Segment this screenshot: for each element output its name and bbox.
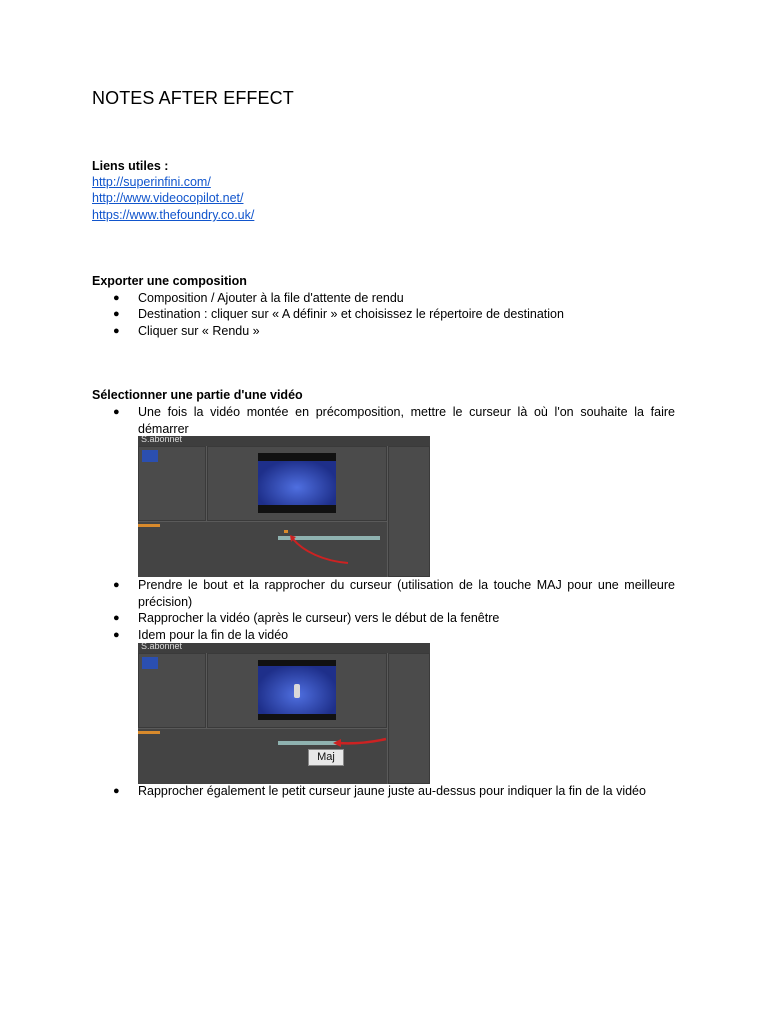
- bullet-icon: ●: [113, 292, 120, 304]
- bullet-icon: ●: [113, 629, 120, 641]
- list-item: [92, 577, 676, 611]
- app-title-text: S.abonnet: [141, 643, 183, 651]
- bullet-icon: ●: [113, 406, 120, 418]
- list-item-text: Rapprocher la vidéo (après le curseur) vers le début de la fenêtre: [138, 611, 500, 625]
- bullet-icon: ●: [113, 308, 120, 320]
- after-effects-screenshot-2: [138, 643, 430, 784]
- link-videocopilot[interactable]: http://www.videocopilot.net/: [92, 191, 244, 205]
- bullet-icon: ●: [113, 325, 120, 337]
- page-title: NOTES AFTER EFFECT: [92, 88, 294, 108]
- app-title-text: S.abonnet: [141, 436, 183, 444]
- link-thefoundry[interactable]: https://www.thefoundry.co.uk/: [92, 208, 255, 222]
- list-item-text: Idem pour la fin de la vidéo: [138, 628, 289, 642]
- list-item: [92, 404, 676, 438]
- list-item-text: Rapprocher également le petit curseur jaune juste au-dessus pour indiquer la fin de la vidéo: [138, 784, 646, 798]
- list-item-text: Une fois la vidéo montée en précomposition, mettre le curseur là où l'on souhaite la faire démarrer: [138, 405, 675, 436]
- bullet-icon: ●: [113, 579, 120, 591]
- maj-key: Maj: [308, 749, 344, 766]
- bullet-icon: ●: [113, 785, 120, 797]
- link-superinfini[interactable]: http://superinfini.com/: [92, 175, 211, 189]
- list-item-text: Composition / Ajouter à la file d'attente de rendu: [138, 291, 404, 305]
- export-heading: Exporter une composition: [92, 274, 247, 288]
- links-heading: Liens utiles :: [92, 159, 169, 173]
- list-item-text: Cliquer sur « Rendu »: [138, 324, 260, 338]
- list-item-text: Destination : cliquer sur « A définir » et choisissez le répertoire de destination: [138, 307, 564, 321]
- bullet-icon: ●: [113, 612, 120, 624]
- after-effects-screenshot-1: [138, 436, 430, 577]
- select-heading: Sélectionner une partie d'une vidéo: [92, 388, 303, 402]
- list-item-text: Prendre le bout et la rapprocher du curseur (utilisation de la touche MAJ pour une meilleure précision): [138, 578, 675, 609]
